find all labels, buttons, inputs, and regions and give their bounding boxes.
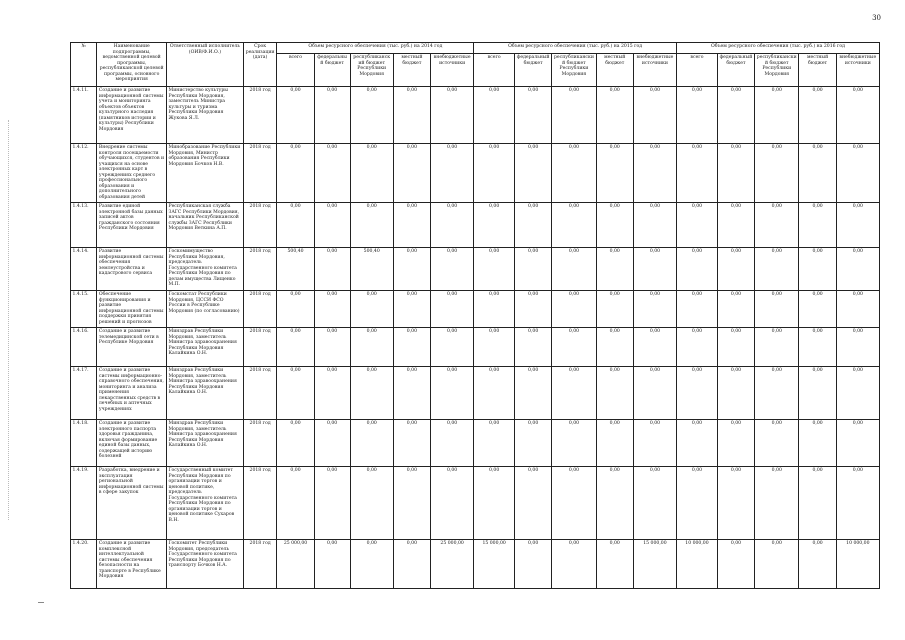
row-value: 0,00 bbox=[474, 367, 515, 420]
row-value: 0,00 bbox=[717, 420, 754, 467]
table-row bbox=[71, 248, 880, 291]
row-executor: Минздрав Республики Мордовия, заместитель Министра здравоохранения Республики Мордовия Калайкина О.Н. bbox=[167, 367, 244, 420]
row-value: 0,00 bbox=[755, 144, 799, 203]
row-value: 0,00 bbox=[277, 291, 314, 328]
row-value: 0,00 bbox=[515, 328, 552, 367]
row-value: 0,00 bbox=[277, 367, 314, 420]
row-executor: Минздрав Республики Мордовия, заместитель Министра здравоохранения Республики Мордовия Калайкина О.Н. bbox=[167, 328, 244, 367]
row-value: 0,00 bbox=[350, 367, 393, 420]
row-value: 0,00 bbox=[474, 467, 515, 540]
row-value: 0,00 bbox=[515, 420, 552, 467]
row-value: 0,00 bbox=[314, 420, 350, 467]
header-sub: местный бюджет bbox=[596, 54, 633, 87]
row-executor: Госкомстат Республики Мордовия, ЦССИ ФСО России в Республике Мордовия (по согласованию) bbox=[167, 291, 244, 328]
row-value: 0,00 bbox=[350, 328, 393, 367]
row-value: 0,00 bbox=[677, 203, 718, 248]
row-value: 0,00 bbox=[393, 203, 430, 248]
row-value: 0,00 bbox=[755, 291, 799, 328]
row-num: 1.4.19. bbox=[71, 467, 97, 540]
table-row bbox=[71, 367, 880, 420]
row-term: 2018 год bbox=[243, 291, 277, 328]
row-value: 0,00 bbox=[431, 291, 474, 328]
row-value: 0,00 bbox=[836, 291, 879, 328]
row-value: 0,00 bbox=[474, 203, 515, 248]
row-term: 2018 год bbox=[243, 420, 277, 467]
row-value: 0,00 bbox=[552, 540, 596, 589]
row-num: 1.4.16. bbox=[71, 328, 97, 367]
row-value: 0,00 bbox=[677, 328, 718, 367]
row-term: 2018 год bbox=[243, 467, 277, 540]
row-value: 0,00 bbox=[515, 540, 552, 589]
row-value: 0,00 bbox=[677, 248, 718, 291]
row-value: 0,00 bbox=[515, 87, 552, 144]
budget-table bbox=[70, 42, 880, 589]
row-value: 0,00 bbox=[314, 467, 350, 540]
row-num: 1.4.11. bbox=[71, 87, 97, 144]
row-value: 0,00 bbox=[277, 467, 314, 540]
row-value: 500,40 bbox=[277, 248, 314, 291]
row-term: 2018 год bbox=[243, 87, 277, 144]
row-name: Создание и развитие электронного паспорта здоровья гражданина, включая формирование единой базы данных, содержащей историю болезней bbox=[97, 420, 167, 467]
row-num: 1.4.20. bbox=[71, 540, 97, 589]
row-value: 0,00 bbox=[515, 203, 552, 248]
row-value: 0,00 bbox=[596, 87, 633, 144]
row-value: 0,00 bbox=[799, 87, 836, 144]
row-value: 0,00 bbox=[677, 367, 718, 420]
row-value: 0,00 bbox=[552, 367, 596, 420]
row-value: 0,00 bbox=[717, 291, 754, 328]
row-value: 0,00 bbox=[755, 248, 799, 291]
row-name: Создание и развитие информационной системы учета и мониторинга объектов объектов культурного наследия (памятников истории и культуры) Республики Мордовия bbox=[97, 87, 167, 144]
row-value: 0,00 bbox=[515, 291, 552, 328]
header-sub: республиканский бюджет Республики Мордовия bbox=[755, 54, 799, 87]
row-value: 0,00 bbox=[515, 367, 552, 420]
row-value: 0,00 bbox=[755, 203, 799, 248]
row-value: 0,00 bbox=[633, 291, 676, 328]
row-value: 0,00 bbox=[633, 203, 676, 248]
row-value: 0,00 bbox=[277, 144, 314, 203]
row-value: 0,00 bbox=[314, 248, 350, 291]
table-row bbox=[71, 420, 880, 467]
row-value: 0,00 bbox=[277, 203, 314, 248]
row-value: 0,00 bbox=[755, 467, 799, 540]
header-group-2016: Объем ресурсного обеспечения (тыс. руб.) на 2016 год bbox=[677, 43, 880, 54]
row-name: Создание и развитие системы информационно-справочного обеспечения, мониторинга и анализа применения лекарственных средств в лечебных и аптечных учреждениях bbox=[97, 367, 167, 420]
row-value: 0,00 bbox=[755, 328, 799, 367]
row-value: 0,00 bbox=[393, 328, 430, 367]
scan-mark bbox=[38, 602, 44, 603]
row-num: 1.4.12. bbox=[71, 144, 97, 203]
row-value: 0,00 bbox=[350, 467, 393, 540]
header-sub: местный бюджет bbox=[393, 54, 430, 87]
header-row-1 bbox=[71, 43, 880, 54]
row-num: 1.4.13. bbox=[71, 203, 97, 248]
row-value: 0,00 bbox=[515, 467, 552, 540]
header-sub: всего bbox=[677, 54, 718, 87]
row-num: 1.4.14. bbox=[71, 248, 97, 291]
header-sub: республиканский бюджет Республики Мордовия bbox=[552, 54, 596, 87]
row-value: 0,00 bbox=[314, 328, 350, 367]
row-value: 0,00 bbox=[836, 420, 879, 467]
table-row bbox=[71, 87, 880, 144]
row-value: 0,00 bbox=[393, 367, 430, 420]
row-executor: Минобразование Республики Мордовия, Министр образования Республики Мордовия Бочков Н.В. bbox=[167, 144, 244, 203]
row-term: 2018 год bbox=[243, 144, 277, 203]
row-value: 0,00 bbox=[314, 540, 350, 589]
row-executor: Государственный комитет Республики Мордовия по организации торгов и ценовой политике, председатель Государственного комитета Республики Мордовия по организации торгов и ценовой политике Сухаров В.Н. bbox=[167, 467, 244, 540]
row-name: Внедрение системы контроля посещаемости обучающихся, студентов и учащихся на основе электронных карт в учреждениях среднего профессионального образования и дополнительного образования детей bbox=[97, 144, 167, 203]
header-sub: внебюджетные источники bbox=[431, 54, 474, 87]
row-value: 10 000,00 bbox=[836, 540, 879, 589]
row-value: 25 000,00 bbox=[431, 540, 474, 589]
row-value: 0,00 bbox=[596, 291, 633, 328]
row-value: 0,00 bbox=[552, 203, 596, 248]
header-name: Наименование подпрограммы, ведомственной целевой программы, республиканской целевой программы, основного мероприятия bbox=[97, 43, 167, 87]
row-value: 0,00 bbox=[633, 420, 676, 467]
row-value: 0,00 bbox=[717, 328, 754, 367]
row-value: 0,00 bbox=[431, 248, 474, 291]
row-value: 0,00 bbox=[755, 87, 799, 144]
row-value: 0,00 bbox=[314, 291, 350, 328]
row-value: 0,00 bbox=[799, 540, 836, 589]
row-name: Разработка, внедрение и эксплуатация региональной информационной системы в сфере закупок bbox=[97, 467, 167, 540]
row-term: 2018 год bbox=[243, 203, 277, 248]
row-value: 0,00 bbox=[393, 467, 430, 540]
row-value: 0,00 bbox=[596, 203, 633, 248]
row-value: 0,00 bbox=[350, 203, 393, 248]
row-value: 0,00 bbox=[474, 248, 515, 291]
row-value: 0,00 bbox=[836, 328, 879, 367]
row-value: 15 000,00 bbox=[474, 540, 515, 589]
row-value: 0,00 bbox=[799, 467, 836, 540]
row-term: 2018 год bbox=[243, 540, 277, 589]
row-value: 0,00 bbox=[633, 248, 676, 291]
row-name: Создание и развитие комплексной интеллектуальной системы обеспечения безопасности на транспорте в Республике Мордовия bbox=[97, 540, 167, 589]
table-body bbox=[71, 87, 880, 589]
header-term: Срок реализации (дата) bbox=[243, 43, 277, 87]
row-value: 0,00 bbox=[431, 144, 474, 203]
row-value: 0,00 bbox=[393, 540, 430, 589]
row-value: 0,00 bbox=[836, 144, 879, 203]
header-group-2014: Объем ресурсного обеспечения (тыс. руб.) на 2014 год bbox=[277, 43, 474, 54]
row-value: 0,00 bbox=[677, 291, 718, 328]
row-value: 0,00 bbox=[474, 420, 515, 467]
row-value: 0,00 bbox=[393, 248, 430, 291]
row-value: 0,00 bbox=[393, 420, 430, 467]
row-value: 0,00 bbox=[552, 87, 596, 144]
table-row bbox=[71, 203, 880, 248]
row-value: 0,00 bbox=[552, 420, 596, 467]
header-num: № bbox=[71, 43, 97, 87]
row-value: 0,00 bbox=[431, 367, 474, 420]
row-value: 0,00 bbox=[596, 248, 633, 291]
header-sub: всего bbox=[474, 54, 515, 87]
row-value: 0,00 bbox=[836, 87, 879, 144]
row-value: 0,00 bbox=[515, 144, 552, 203]
row-value: 0,00 bbox=[314, 144, 350, 203]
row-value: 0,00 bbox=[431, 467, 474, 540]
row-value: 0,00 bbox=[552, 467, 596, 540]
row-term: 2018 год bbox=[243, 248, 277, 291]
row-value: 0,00 bbox=[717, 203, 754, 248]
row-value: 0,00 bbox=[431, 328, 474, 367]
row-value: 0,00 bbox=[552, 328, 596, 367]
row-value: 0,00 bbox=[596, 540, 633, 589]
row-value: 0,00 bbox=[350, 291, 393, 328]
row-value: 0,00 bbox=[633, 367, 676, 420]
row-value: 0,00 bbox=[393, 291, 430, 328]
row-value: 0,00 bbox=[799, 248, 836, 291]
row-value: 0,00 bbox=[717, 367, 754, 420]
row-value: 0,00 bbox=[799, 291, 836, 328]
row-value: 0,00 bbox=[717, 144, 754, 203]
row-value: 0,00 bbox=[633, 467, 676, 540]
row-name: Обеспечение функционирования и развитие информационной системы поддержки принятия решений и прогнозов bbox=[97, 291, 167, 328]
row-executor: Министерство культуры Республики Мордовия, заместитель Министра культуры и туризма Республики Мордовия Жукова Я.Л. bbox=[167, 87, 244, 144]
row-value: 0,00 bbox=[677, 144, 718, 203]
row-name: Развитие единой электронной базы данных записей актов гражданского состояния Республики Мордовия bbox=[97, 203, 167, 248]
header-sub: внебюджетные источники bbox=[633, 54, 676, 87]
row-term: 2018 год bbox=[243, 328, 277, 367]
row-executor: Минздрав Республики Мордовия, заместитель Министра здравоохранения Республики Мордовия Калайкина О.Н. bbox=[167, 420, 244, 467]
row-value: 0,00 bbox=[836, 367, 879, 420]
row-value: 0,00 bbox=[515, 248, 552, 291]
row-executor: Республиканская служба ЗАГС Республики Мордовия, начальник Республиканской службы ЗАГС Республики Мордовия Веткина А.П. bbox=[167, 203, 244, 248]
row-value: 0,00 bbox=[799, 367, 836, 420]
header-group-2015: Объем ресурсного обеспечения (тыс. руб.) на 2015 год bbox=[474, 43, 677, 54]
row-value: 0,00 bbox=[717, 248, 754, 291]
row-value: 0,00 bbox=[431, 87, 474, 144]
row-value: 0,00 bbox=[350, 540, 393, 589]
table-row bbox=[71, 144, 880, 203]
row-value: 0,00 bbox=[596, 367, 633, 420]
row-num: 1.4.15. bbox=[71, 291, 97, 328]
row-value: 0,00 bbox=[596, 420, 633, 467]
header-executor: Ответственный исполнитель (ОИВ/Ф.И.О.) bbox=[167, 43, 244, 87]
row-value: 0,00 bbox=[755, 367, 799, 420]
row-term: 2018 год bbox=[243, 367, 277, 420]
row-value: 0,00 bbox=[836, 203, 879, 248]
row-value: 0,00 bbox=[633, 328, 676, 367]
row-value: 10 000,00 bbox=[677, 540, 718, 589]
row-value: 0,00 bbox=[836, 467, 879, 540]
row-num: 1.4.17. bbox=[71, 367, 97, 420]
page-number: 30 bbox=[872, 14, 881, 22]
row-value: 0,00 bbox=[677, 420, 718, 467]
row-value: 0,00 bbox=[799, 144, 836, 203]
row-value: 0,00 bbox=[393, 144, 430, 203]
row-value: 0,00 bbox=[314, 87, 350, 144]
row-name: Создание и развитие телемедицинской сети в Республике Мордовия bbox=[97, 328, 167, 367]
row-value: 0,00 bbox=[277, 328, 314, 367]
row-value: 0,00 bbox=[474, 291, 515, 328]
row-value: 0,00 bbox=[717, 540, 754, 589]
row-value: 0,00 bbox=[552, 291, 596, 328]
row-value: 0,00 bbox=[717, 467, 754, 540]
header-sub: федеральный бюджет bbox=[314, 54, 350, 87]
row-value: 0,00 bbox=[677, 87, 718, 144]
row-value: 0,00 bbox=[350, 420, 393, 467]
row-value: 0,00 bbox=[314, 203, 350, 248]
row-value: 0,00 bbox=[717, 87, 754, 144]
table-row bbox=[71, 328, 880, 367]
header-sub: федеральный бюджет bbox=[515, 54, 552, 87]
row-value: 0,00 bbox=[474, 87, 515, 144]
row-value: 0,00 bbox=[799, 203, 836, 248]
row-value: 0,00 bbox=[277, 87, 314, 144]
row-value: 0,00 bbox=[431, 203, 474, 248]
table-row bbox=[71, 291, 880, 328]
row-value: 0,00 bbox=[633, 87, 676, 144]
row-value: 0,00 bbox=[755, 420, 799, 467]
scan-margin-dots bbox=[8, 120, 11, 520]
row-value: 0,00 bbox=[474, 328, 515, 367]
row-num: 1.4.18. bbox=[71, 420, 97, 467]
row-value: 0,00 bbox=[596, 328, 633, 367]
table-row bbox=[71, 540, 880, 589]
row-executor: Госкомимущество Республики Мордовия, председатель Государственного комитета Республики Мордовия по делам имущества Лищенко М.П. bbox=[167, 248, 244, 291]
header-sub: республиканский бюджет Республики Мордовия bbox=[350, 54, 393, 87]
header-sub: всего bbox=[277, 54, 314, 87]
row-value: 0,00 bbox=[350, 144, 393, 203]
header-sub: федеральный бюджет bbox=[717, 54, 754, 87]
header-sub: внебюджетные источники bbox=[836, 54, 879, 87]
row-value: 0,00 bbox=[755, 540, 799, 589]
row-value: 0,00 bbox=[799, 328, 836, 367]
row-name: Развитие информационной системы обеспечения землеустройства и кадастрового сервиса bbox=[97, 248, 167, 291]
row-value: 0,00 bbox=[799, 420, 836, 467]
row-value: 0,00 bbox=[836, 248, 879, 291]
table-row bbox=[71, 467, 880, 540]
row-value: 500,40 bbox=[350, 248, 393, 291]
row-value: 0,00 bbox=[552, 248, 596, 291]
row-value: 0,00 bbox=[677, 467, 718, 540]
header-sub: местный бюджет bbox=[799, 54, 836, 87]
row-executor: Госкомитет Республики Мордовия, председатель Государственного комитета Республики Мордовия по транспорту Бочков Н.А. bbox=[167, 540, 244, 589]
row-value: 0,00 bbox=[431, 420, 474, 467]
row-value: 0,00 bbox=[633, 144, 676, 203]
row-value: 0,00 bbox=[596, 467, 633, 540]
row-value: 25 000,00 bbox=[277, 540, 314, 589]
row-value: 0,00 bbox=[393, 87, 430, 144]
row-value: 15 000,00 bbox=[633, 540, 676, 589]
row-value: 0,00 bbox=[350, 87, 393, 144]
row-value: 0,00 bbox=[277, 420, 314, 467]
row-value: 0,00 bbox=[552, 144, 596, 203]
row-value: 0,00 bbox=[596, 144, 633, 203]
row-value: 0,00 bbox=[314, 367, 350, 420]
row-value: 0,00 bbox=[474, 144, 515, 203]
